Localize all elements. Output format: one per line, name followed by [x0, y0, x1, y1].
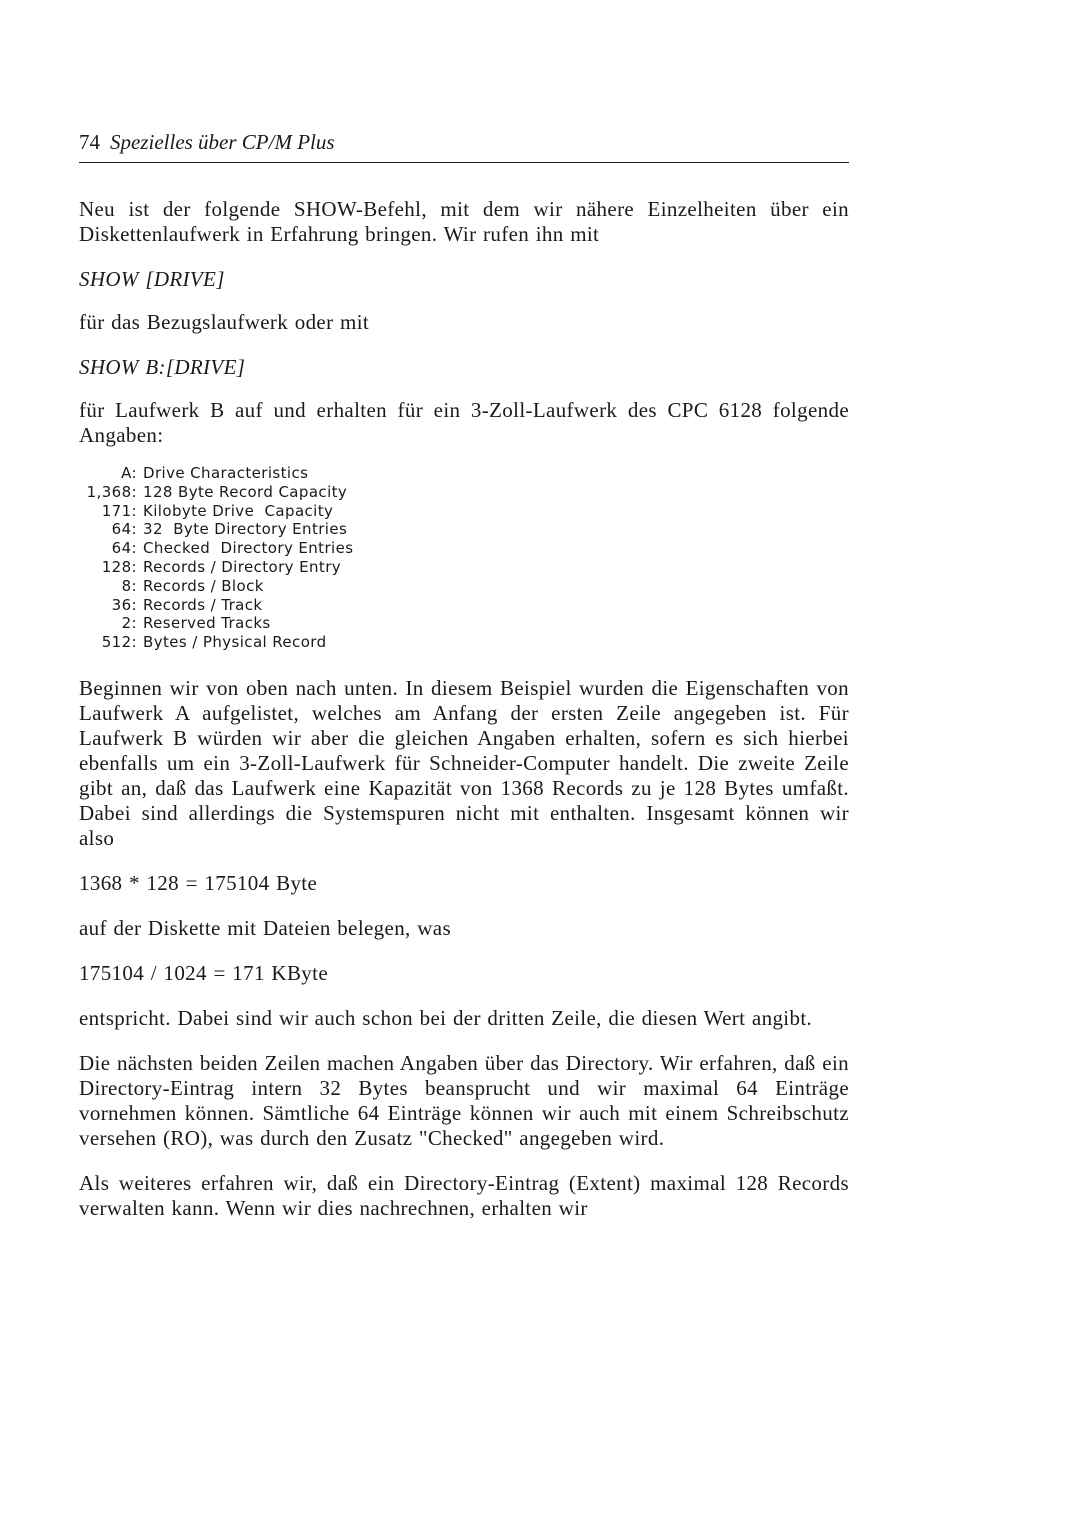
listing-label: 32 Byte Directory Entries — [143, 520, 348, 539]
drive-characteristics-listing — [79, 464, 849, 652]
command-show-drive: SHOW [DRIVE] — [79, 267, 225, 291]
listing-value: 1,368: — [86, 482, 137, 501]
listing-value: 64: — [111, 520, 137, 539]
listing-row — [79, 596, 849, 615]
listing-value: 2: — [121, 614, 137, 633]
running-head — [79, 128, 849, 163]
listing-row — [79, 464, 849, 483]
paragraph-intro: Neu ist der folgende SHOW-Befehl, mit dem wir nähere Einzelheiten über ein Diskettenlaufwerk in Erfahrung bringen. Wir rufen ihn mit — [79, 197, 849, 246]
equation-total-bytes: 1368 * 128 = 175104 Byte — [79, 870, 318, 895]
listing-value: 171: — [101, 501, 137, 520]
page — [79, 128, 849, 1241]
listing-row — [79, 539, 849, 558]
paragraph-drive-b: für Laufwerk B auf und erhalten für ein 3-Zoll-Laufwerk des CPC 6128 folgende Angaben: — [79, 398, 849, 447]
listing-value: 512: — [101, 633, 137, 652]
paragraph-extent: Als weiteres erfahren wir, daß ein Directory-Eintrag (Extent) maximal 128 Records verwalten kann. Wenn wir dies nachrechnen, erhalten wir — [79, 1170, 849, 1220]
listing-value: 64: — [111, 539, 137, 558]
listing-label: 128 Byte Record Capacity — [143, 482, 348, 501]
listing-row — [79, 633, 849, 652]
equation-kbyte: 175104 / 1024 = 171 KByte — [79, 960, 329, 985]
listing-label: Records / Track — [143, 595, 263, 614]
listing-row — [79, 520, 849, 539]
paragraph-directory: Die nächsten beiden Zeilen machen Angaben über das Directory. Wir erfahren, daß ein Directory-Eintrag intern 32 Bytes beansprucht und wir maximal 64 Einträge vornehmen können. Sämtliche 64 Einträge können wir auch mit einem Schreibschutz versehen (RO), was durch den Zusatz "Checked" angegeben wird. — [79, 1050, 849, 1150]
listing-label: Checked Directory Entries — [143, 539, 354, 558]
command-show-b-drive: SHOW B:[DRIVE] — [79, 355, 246, 379]
listing-row — [79, 483, 849, 502]
listing-label: Drive Characteristics — [143, 464, 309, 482]
listing-label: Reserved Tracks — [143, 614, 271, 633]
chapter-title: Spezielles über CP/M Plus — [110, 130, 335, 154]
listing-row — [79, 577, 849, 596]
listing-label: Kilobyte Drive Capacity — [143, 501, 334, 520]
listing-value: 36: — [111, 595, 137, 614]
listing-value: 8: — [121, 576, 137, 595]
body-text — [79, 197, 849, 1221]
paragraph-third-line: entspricht. Dabei sind wir auch schon bei der dritten Zeile, die diesen Wert angibt. — [79, 1005, 813, 1030]
listing-row — [79, 502, 849, 521]
listing-row — [79, 614, 849, 633]
paragraph-explanation: Beginnen wir von oben nach unten. In diesem Beispiel wurden die Eigenschaften von Laufwerk A aufgelistet, welches am Anfang der ersten Zeile angegeben ist. Für Laufwerk B würden wir aber die gleichen Angaben erhalten, sofern es sich hierbei ebenfalls um ein 3-Zoll-Laufwerk für Schneider-Computer handelt. Die zweite Zeile gibt an, daß das Laufwerk eine Kapazität von 1368 Records zu je 128 Bytes umfaßt. Dabei sind allerdings die Systemspuren nicht mit enthalten. Insgesamt können wir also — [79, 675, 849, 850]
paragraph-disk-files: auf der Diskette mit Dateien belegen, was — [79, 915, 451, 940]
listing-label: Records / Block — [143, 576, 264, 595]
paragraph-reference-drive: für das Bezugslaufwerk oder mit — [79, 310, 370, 334]
listing-label: Records / Directory Entry — [143, 557, 342, 576]
listing-value: 128: — [101, 557, 137, 576]
listing-label: Bytes / Physical Record — [143, 633, 327, 652]
page-number: 74 — [79, 130, 100, 154]
listing-row — [79, 558, 849, 577]
listing-value: A: — [121, 464, 137, 482]
